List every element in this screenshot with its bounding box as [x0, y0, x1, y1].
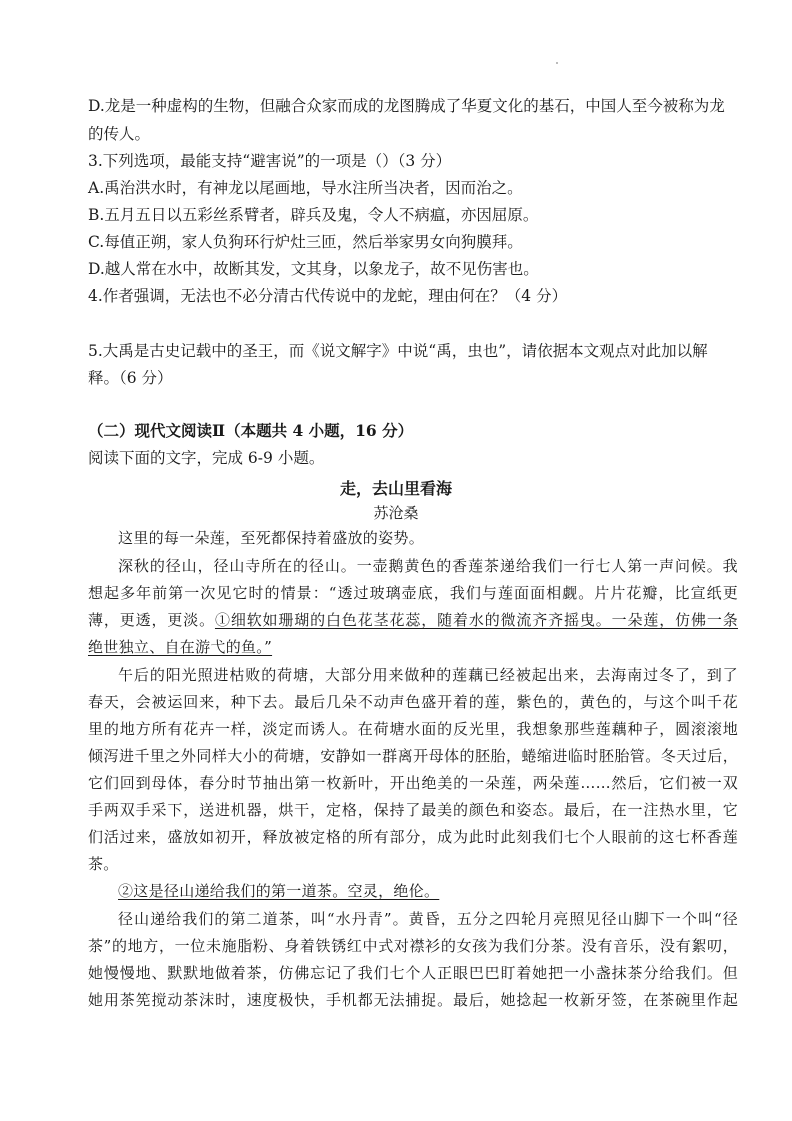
paragraph-2-line-1: 深秋的径山，径山寺所在的径山。一壶鹅黄色的香莲茶递给我们一行七人第一声问候。我	[118, 557, 738, 575]
paragraph-3-line-4: 倾泻进千里之外同样大小的荷塘，安静如一群离开母体的胚胎，蜷缩进临时胚胎管。冬天过后，	[88, 747, 738, 765]
paragraph-5-line-1: 径山递给我们的第二道茶，叫“水丹青”。黄昏，五分之四轮月亮照见径山脚下一个叫“径	[118, 910, 738, 928]
question-4-stem: 4.作者强调，无法也不必分清古代传说中的龙蛇，理由何在？（4 分）	[88, 287, 568, 305]
paragraph-3-line-1: 午后的阳光照进枯败的荷塘，大部分用来做种的莲藕已经被起出来，去海南过冬了，到了	[118, 666, 738, 684]
paragraph-2-line-2: 想起多年前第一次见它时的情景：“透过玻璃壶底，我们与莲面面相觑。片片花瓣，比宣纸更	[88, 584, 738, 602]
question-2-option-d-line-1: D.龙是一种虚构的生物，但融合众家而成的龙图腾成了华夏文化的基石，中国人至今被称为龙	[88, 97, 725, 115]
question-2-option-d-line-2: 的传人。	[88, 125, 151, 143]
paragraph-5-line-4: 她用茶筅搅动茶沫时，速度极快，手机都无法捕捉。最后，她捻起一枚新牙签，在茶碗里作起	[88, 991, 738, 1009]
paragraph-3-line-5: 它们回到母体，春分时节抽出第一枚新叶，开出绝美的一朵莲，两朵莲……然后，它们被一双	[88, 774, 738, 792]
question-3-option-b: B.五月五日以五彩丝系臂者，辟兵及鬼，令人不病瘟，亦因屈原。	[88, 206, 539, 224]
question-5-line-2: 释。（6 分）	[88, 369, 173, 387]
paragraph-3-line-8: 茶。	[88, 855, 119, 873]
article-title: 走，去山里看海	[339, 479, 452, 498]
paragraph-5-line-3: 她慢慢地、默默地做着茶，仿佛忘记了我们七个人正眼巴巴盯着她把一小盏抹茶分给我们。但	[88, 964, 738, 982]
paragraph-2-line-3-plain: 薄，更透，更淡。	[88, 611, 215, 629]
paragraph-3-line-6: 手两双手采下，送进机器，烘干，定格，保持了最美的颜色和姿态。最后，在一注热水里，它	[88, 801, 738, 819]
paragraph-1: 这里的每一朵莲，至死都保持着盛放的姿势。	[118, 529, 425, 547]
paragraph-2-line-4: 绝世独立、自在游弋的鱼。”	[88, 638, 273, 656]
paragraph-2-line-3	[88, 610, 738, 630]
section-instruction: 阅读下面的文字，完成 6-9 小题。	[88, 449, 325, 467]
question-3-stem: 3.下列选项，最能支持“避害说”的一项是（）（3 分）	[88, 152, 452, 170]
question-3-option-a: A.禹治洪水时，有神龙以尾画地，导水注所当决者，因而治之。	[88, 179, 523, 197]
question-5-line-1: 5.大禹是古史记载中的圣王，而《说文解字》中说“禹，虫也”，请依据本文观点对此加以解	[88, 342, 708, 360]
question-3-option-c: C.每值正朔，家人负狗环行炉灶三匝，然后举家男女向狗膜拜。	[88, 233, 523, 251]
paragraph-3-line-7: 们活过来，盛放如初开，释放被定格的所有部分，成为此时此刻我们七个人眼前的这七杯香莲	[88, 828, 738, 846]
paragraph-3-line-2: 春天，会被运回来，种下去。最后几朵不动声色盛开着的莲，紫色的，黄色的，与这个叫千花	[88, 693, 738, 711]
paragraph-3-line-3: 里的地方所有花卉一样，淡定而诱人。在荷塘水面的反光里，我想象那些莲藕种子，圆滚滚地	[88, 720, 738, 738]
article-author: 苏沧桑	[373, 504, 419, 522]
question-3-option-d: D.越人常在水中，故断其发，文其身，以象龙子，故不见伤害也。	[88, 260, 539, 278]
section-heading: （二）现代文阅读Ⅱ（本题共 4 小题，16 分）	[88, 421, 414, 440]
page-dot-mark	[556, 62, 558, 64]
underlined-sentence-1: ①细软如珊瑚的白色花茎花蕊，随着水的微流齐齐摇曳。一朵莲，仿佛一条	[214, 611, 739, 629]
paragraph-5-line-2: 茶”的地方，一位未施脂粉、身着铁锈红中式对襟衫的女孩为我们分茶。没有音乐，没有絮叨，	[88, 937, 738, 955]
underlined-sentence-2: ②这是径山递给我们的第一道茶。空灵，绝伦。	[118, 882, 440, 900]
